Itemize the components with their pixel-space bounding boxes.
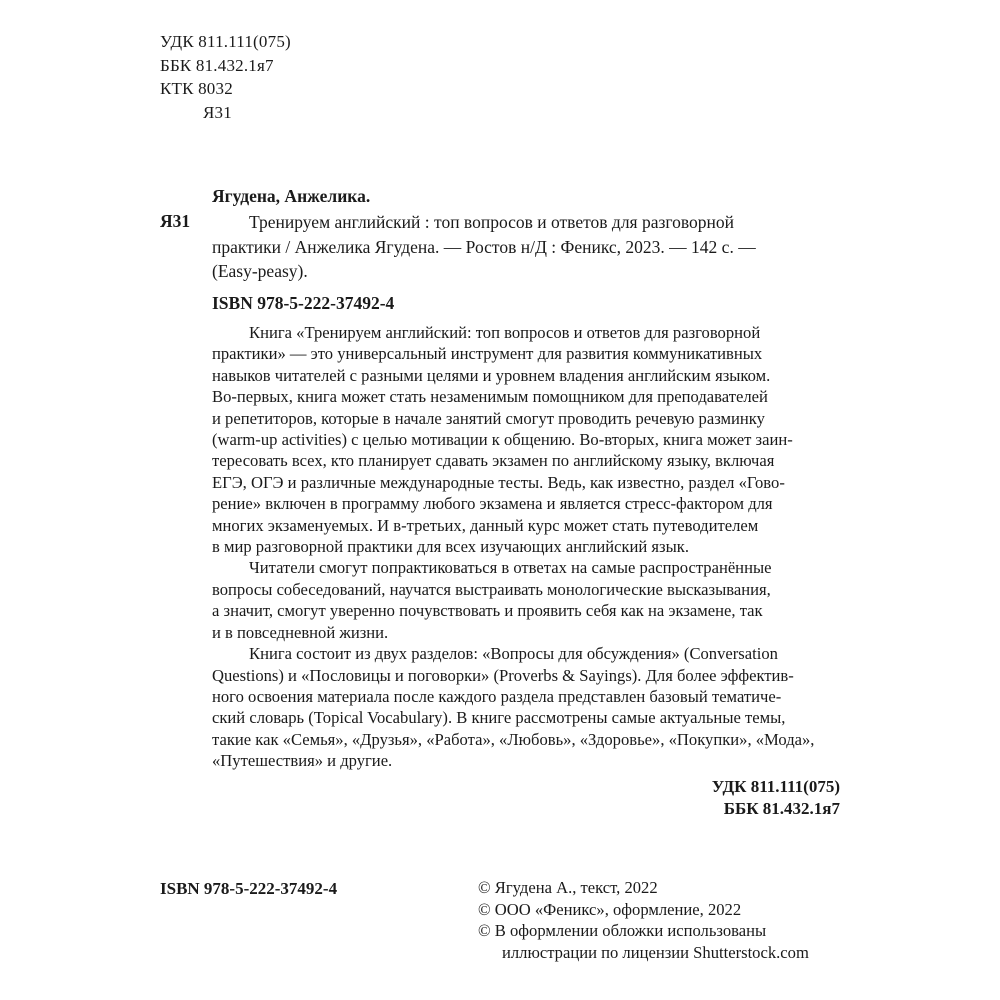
annotation-line: ного освоения материала после каждого раздела представлен базовый тематиче- <box>212 686 782 706</box>
annotation-line: ЕГЭ, ОГЭ и различные международные тесты. Ведь, как известно, раздел «Гово- <box>212 472 785 492</box>
copyright-illustrations-cont: иллюстрации по лицензии Shutterstock.com <box>502 942 809 962</box>
title-description <box>212 210 840 284</box>
title-line: Тренируем английский : топ вопросов и ответов для разговорной <box>249 212 735 232</box>
annotation-line: Книга «Тренируем английский: топ вопросов и ответов для разговорной <box>249 323 761 342</box>
annotation-line: а значит, смогут уверенно почувствовать и проявить себя как на экзамене, так <box>212 601 763 621</box>
annotation-line: рение» включен в программу любого экзамена и является стресс-фактором для <box>212 494 773 514</box>
annotation-line: в мир разговорной практики для всех изучающих английский язык. <box>212 537 689 557</box>
annotation <box>212 322 840 772</box>
annotation-line: Questions) и «Пословицы и поговорки» (Proverbs & Sayings). Для более эффектив- <box>212 665 794 685</box>
title-line: практики / Анжелика Ягудена. — Ростов н/Д : Феникс, 2023. — 142 с. — <box>212 236 756 257</box>
annotation-line: и в повседневной жизни. <box>212 622 389 642</box>
annotation-line: Во-первых, книга может стать незаменимым помощником для преподавателей <box>212 387 768 407</box>
annotation-line: многих экзаменуемых. И в-третьих, данный курс может стать путеводителем <box>212 515 759 535</box>
annotation-paragraph-1 <box>212 322 840 557</box>
copyright-block <box>478 877 864 963</box>
author-sign-code: Я31 <box>203 102 232 122</box>
annotation-line: (warm-up activities) с целью мотивации к общению. Во-вторых, книга может заин- <box>212 430 793 450</box>
copyright-design: © ООО «Феникс», оформление, 2022 <box>478 899 742 919</box>
annotation-line: навыков читателей с разными целями и уровнем владения английским языком. <box>212 365 771 385</box>
annotation-line: тересовать всех, кто планирует сдавать экзамен по английскому языку, включая <box>212 451 775 471</box>
annotation-line: такие как «Семья», «Друзья», «Работа», «Любовь», «Здоровье», «Покупки», «Мода», <box>212 729 815 749</box>
isbn-footer: ISBN 978-5-222-37492-4 <box>160 879 338 898</box>
isbn-record: ISBN 978-5-222-37492-4 <box>212 293 395 313</box>
annotation-paragraph-3 <box>212 643 840 771</box>
annotation-line: «Путешествия» и другие. <box>212 751 393 771</box>
udk-code-bottom: УДК 811.111(075) <box>711 777 840 796</box>
annotation-line: Читатели смогут попрактиковаться в ответах на самые распространённые <box>249 558 772 578</box>
author-sign: Я31 <box>160 211 191 231</box>
annotation-line: Книга состоит из двух разделов: «Вопросы для обсуждения» (Conversation <box>249 644 778 664</box>
copyright-text: © Ягудена А., текст, 2022 <box>478 878 658 897</box>
author-heading: Ягудена, Анжелика. <box>212 186 371 206</box>
title-line: (Easy-peasy). <box>212 261 308 281</box>
bottom-classification-codes <box>600 776 840 820</box>
copyright-illustrations: © В оформлении обложки использованы <box>478 921 767 940</box>
annotation-line: вопросы собеседований, научатся выстраивать монологические высказывания, <box>212 579 771 599</box>
annotation-line: ский словарь (Topical Vocabulary). В книге рассмотрены самые актуальные темы, <box>212 708 786 728</box>
annotation-line: практики» — это универсальный инструмент для развития коммуникативных <box>212 344 763 364</box>
annotation-line: и репетиторов, которые в начале занятий смогут проводить речевую разминку <box>212 408 765 428</box>
bbk-code-bottom: ББК 81.432.1я7 <box>723 799 840 818</box>
top-classification-codes <box>160 30 291 124</box>
ktk-code: КТК 8032 <box>160 79 233 98</box>
annotation-paragraph-2 <box>212 557 840 643</box>
udk-code: УДК 811.111(075) <box>160 32 291 51</box>
bbk-code: ББК 81.432.1я7 <box>160 55 274 75</box>
